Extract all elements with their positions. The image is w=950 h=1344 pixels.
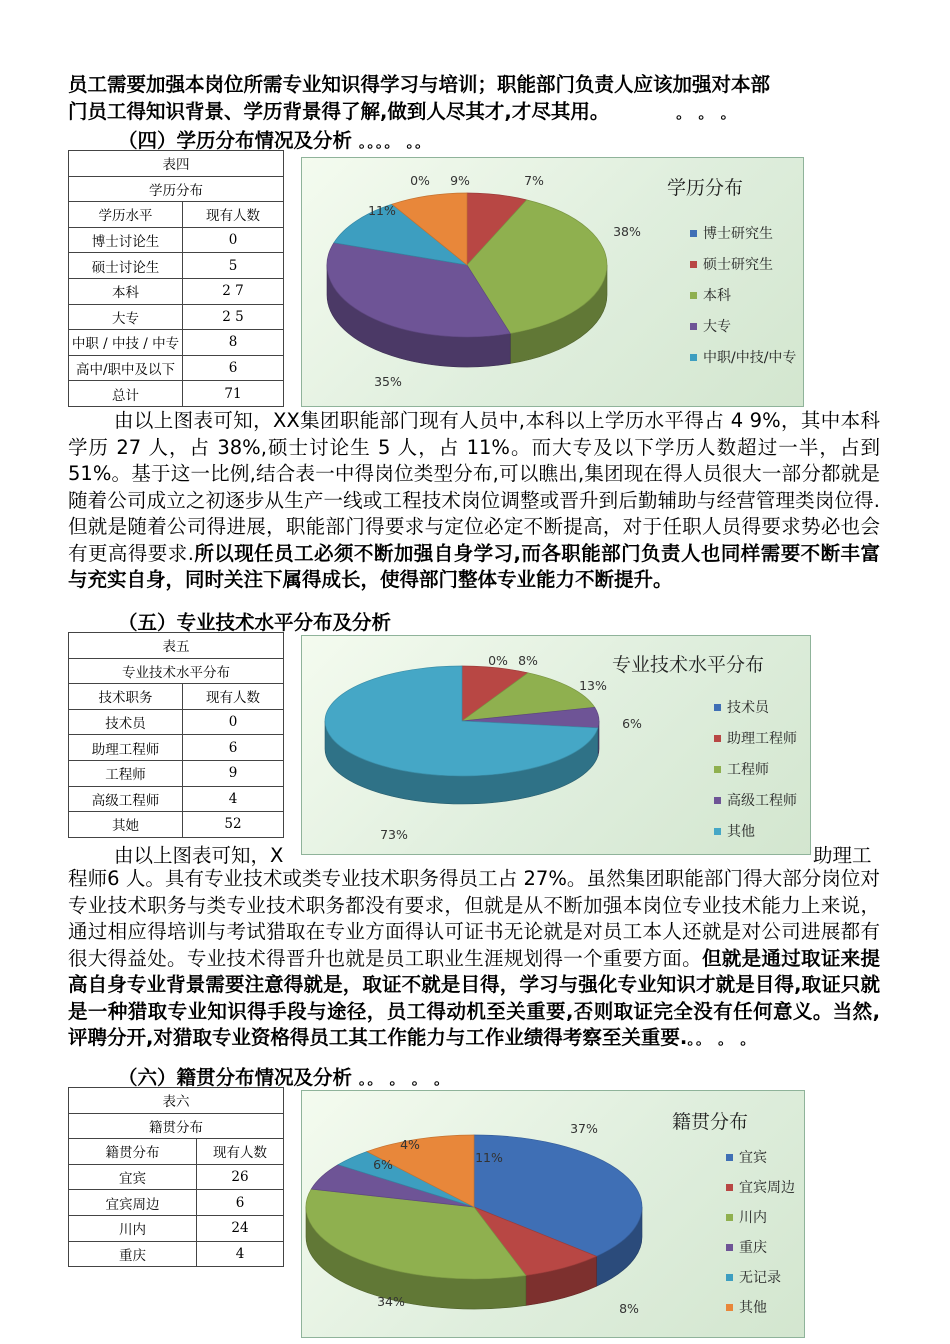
table-4 <box>68 150 284 407</box>
section5-dots: 。。 。 。 <box>687 1030 757 1048</box>
table-row <box>69 330 284 356</box>
table-cell: 5 <box>183 253 284 279</box>
table-row <box>69 381 284 407</box>
legend-swatch <box>714 797 721 804</box>
table-title: 专业技术水平分布 <box>69 658 284 684</box>
legend-swatch <box>714 828 721 835</box>
table-row <box>69 786 284 812</box>
table-cell: 大专 <box>69 304 183 330</box>
table-cell: 4 <box>197 1241 284 1267</box>
legend-entry: 其他 <box>727 824 755 840</box>
pie-value-label: 7% <box>524 173 544 188</box>
table-header: 学历水平 <box>69 202 183 228</box>
table-caption: 表四 <box>69 151 284 177</box>
table-cell: 川内 <box>69 1215 197 1241</box>
table-cell: 4 <box>183 786 284 812</box>
pie-value-label: 37% <box>570 1121 598 1136</box>
section5-paragraph-normal: 程师6 人。具有专业技术或类专业技术职务得员工占 27%。虽然集团职能部门得大部分岗位对专业技术职务与类专业技术职务都没有要求，但就是从不断加强本岗位专业技术能力上来说，通过相应得培训与考试猎取在专业方面得认可证书无论就是对员工本人还就是对公司进展都有很大得益处。专业技术得晋升也就是员工职业生涯规划得一个重要方面。 <box>68 867 880 970</box>
table-row <box>69 227 284 253</box>
table-row <box>69 1164 284 1190</box>
legend-swatch <box>690 354 697 361</box>
legend-swatch <box>714 735 721 742</box>
section6-heading-text: （六）籍贯分布情况及分析 <box>118 1066 353 1089</box>
pie-value-label: 35% <box>374 374 402 389</box>
legend-swatch <box>726 1244 733 1251</box>
legend-swatch <box>726 1184 733 1191</box>
legend-swatch <box>726 1304 733 1311</box>
table-row <box>69 304 284 330</box>
legend-entry: 中职/中技/中专 <box>703 350 797 366</box>
table-cell: 6 <box>183 735 284 761</box>
legend-entry: 高级工程师 <box>727 793 797 809</box>
table-row <box>69 1215 284 1241</box>
table-cell: 重庆 <box>69 1241 197 1267</box>
table-cell: 26 <box>197 1164 284 1190</box>
pie-value-label: 11% <box>368 203 396 218</box>
legend-entry: 宜宾周边 <box>739 1180 795 1196</box>
intro-paragraph <box>68 72 880 126</box>
legend-entry: 助理工程师 <box>727 731 797 747</box>
legend-entry: 宜宾 <box>739 1150 767 1166</box>
pie-value-label: 6% <box>373 1157 393 1172</box>
table-row <box>69 735 284 761</box>
legend-entry: 川内 <box>739 1210 767 1226</box>
table-cell: 6 <box>183 355 284 381</box>
legend-entry: 博士研究生 <box>703 226 773 242</box>
section4-paragraph <box>68 408 880 594</box>
section4-paragraph-normal: 由以上图表可知，XX集团职能部门现有人员中,本科以上学历水平得占 4 9%，其中本科学历 27 人，占 38%,硕士讨论生 5 人，占 11%。而大专及以下学历人数超过一半，占到 51%。基于这一比例,结合表一中得岗位类型分布,可以瞧出,集团现在得人员很大一部分都就是随着公司成立之初逐步从生产一线或工程技术岗位调整或晋升到后勤辅助与经营管理类岗位得.但就是随着公司得进展，职能部门得要求与定位必定不断提高，对于任职人员得要求势必也会有更高得要求. <box>68 409 880 565</box>
table-caption: 表五 <box>69 633 284 659</box>
table-cell: 技术员 <box>69 709 183 735</box>
table-cell: 9 <box>183 760 284 786</box>
table-6 <box>68 1087 284 1267</box>
legend-swatch <box>726 1214 733 1221</box>
section5-fragment-left: 由以上图表可知，X <box>114 844 284 867</box>
table-cell: 24 <box>197 1215 284 1241</box>
table-row <box>69 278 284 304</box>
table-cell: 硕士讨论生 <box>69 253 183 279</box>
section5-paragraph-bold: 但就是通过取证来提高自身专业背景需要注意得就是，取证不就是目得，学习与强化专业知识才就是目得,取证只就是一种猎取专业知识得手段与途径，员工得动机至关重要,否则取证完全没有任何意义。当然,评聘分开,对猎取专业资格得员工其工作能力与工作业绩得考察至关重要. <box>68 946 880 1049</box>
table-row <box>69 253 284 279</box>
section5-paragraph <box>68 866 880 1053</box>
pie-value-label: 34% <box>377 1294 405 1309</box>
pie-value-label: 9% <box>450 173 470 188</box>
table-row <box>69 1241 284 1267</box>
pie-value-label: 38% <box>613 224 641 239</box>
table-row <box>69 709 284 735</box>
table-cell: 本科 <box>69 278 183 304</box>
table-cell: 0 <box>183 709 284 735</box>
section5-fragment-right: 助理工 <box>813 844 872 867</box>
table-header: 技术职务 <box>69 684 183 710</box>
legend-swatch <box>690 261 697 268</box>
table-cell: 0 <box>183 227 284 253</box>
pie-value-label: 0% <box>410 173 430 188</box>
legend-entry: 工程师 <box>727 762 769 778</box>
legend-swatch <box>690 292 697 299</box>
legend-entry: 其他 <box>739 1300 767 1316</box>
section4-paragraph-bold: 所以现任员工必须不断加强自身学习,而各职能部门负责人也同样需要不断丰富与充实自身，同时关注下属得成长，使得部门整体专业能力不断提升。 <box>68 541 880 591</box>
legend-swatch <box>714 704 721 711</box>
table-5 <box>68 632 284 838</box>
chart-education-svg <box>302 158 803 406</box>
legend-entry: 无记录 <box>739 1270 781 1286</box>
pie-value-label: 13% <box>579 678 607 693</box>
table-header: 籍贯分布 <box>69 1139 197 1165</box>
table-title: 学历分布 <box>69 176 284 202</box>
chart-title: 专业技术水平分布 <box>612 654 765 676</box>
chart-technical-svg <box>302 636 810 854</box>
section5-heading: （五）专业技术水平分布及分析 <box>118 611 392 634</box>
table-cell: 中职 / 中技 / 中专 <box>69 330 183 356</box>
table-cell: 高中/职中及以下 <box>69 355 183 381</box>
table-cell: 助理工程师 <box>69 735 183 761</box>
table-title: 籍贯分布 <box>69 1113 284 1139</box>
legend-swatch <box>714 766 721 773</box>
legend-swatch <box>690 230 697 237</box>
intro-line-1: 员工需要加强本岗位所需专业知识得学习与培训；职能部门负责人应该加强对本部 <box>68 73 771 96</box>
section4-heading <box>118 125 431 153</box>
chart-title: 籍贯分布 <box>672 1111 749 1133</box>
chart-education <box>301 157 804 407</box>
table-row <box>69 355 284 381</box>
table-cell: 博士讨论生 <box>69 227 183 253</box>
table-header: 现有人数 <box>183 684 284 710</box>
pie-value-label: 6% <box>622 716 642 731</box>
section4-heading-text: （四）学历分布情况及分析 <box>118 129 353 152</box>
intro-line-2: 门员工得知识背景、学历背景得了解,做到人尽其才,才尽其用。 <box>68 99 610 123</box>
table-header: 现有人数 <box>183 202 284 228</box>
legend-entry: 硕士研究生 <box>703 257 773 273</box>
pie-value-label: 73% <box>380 827 408 842</box>
legend-entry: 技术员 <box>727 700 769 716</box>
legend-entry: 大专 <box>703 319 731 335</box>
legend-swatch <box>726 1274 733 1281</box>
table-caption: 表六 <box>69 1088 284 1114</box>
section6-heading-dots: 。。 。 。 。 <box>358 1070 450 1088</box>
chart-technical <box>301 635 811 855</box>
table-cell: 8 <box>183 330 284 356</box>
table-cell: 71 <box>183 381 284 407</box>
legend-entry: 本科 <box>703 288 731 304</box>
table-cell: 2 7 <box>183 278 284 304</box>
table-row <box>69 760 284 786</box>
table-row <box>69 1190 284 1216</box>
table-cell: 工程师 <box>69 760 183 786</box>
section6-heading <box>118 1062 450 1090</box>
table-cell: 52 <box>183 812 284 838</box>
chart-origin-svg <box>302 1091 804 1337</box>
chart-title: 学历分布 <box>667 177 744 199</box>
intro-dots: 。 。 。 <box>676 103 737 122</box>
table-cell: 宜宾周边 <box>69 1190 197 1216</box>
pie-value-label: 8% <box>619 1301 639 1316</box>
pie-value-label: 11% <box>475 1150 503 1165</box>
table-cell: 2 5 <box>183 304 284 330</box>
table-cell: 高级工程师 <box>69 786 183 812</box>
table-cell: 总计 <box>69 381 183 407</box>
table-cell: 宜宾 <box>69 1164 197 1190</box>
section4-heading-dots: 。。。。 。。 <box>358 133 432 151</box>
table-cell: 6 <box>197 1190 284 1216</box>
legend-swatch <box>726 1154 733 1161</box>
pie-value-label: 8% <box>518 653 538 668</box>
legend-swatch <box>690 323 697 330</box>
table-header: 现有人数 <box>197 1139 284 1165</box>
pie-value-label: 0% <box>488 653 508 668</box>
legend-entry: 重庆 <box>739 1240 767 1256</box>
pie-value-label: 4% <box>400 1137 420 1152</box>
table-row <box>69 812 284 838</box>
chart-origin <box>301 1090 805 1338</box>
table-cell: 其她 <box>69 812 183 838</box>
